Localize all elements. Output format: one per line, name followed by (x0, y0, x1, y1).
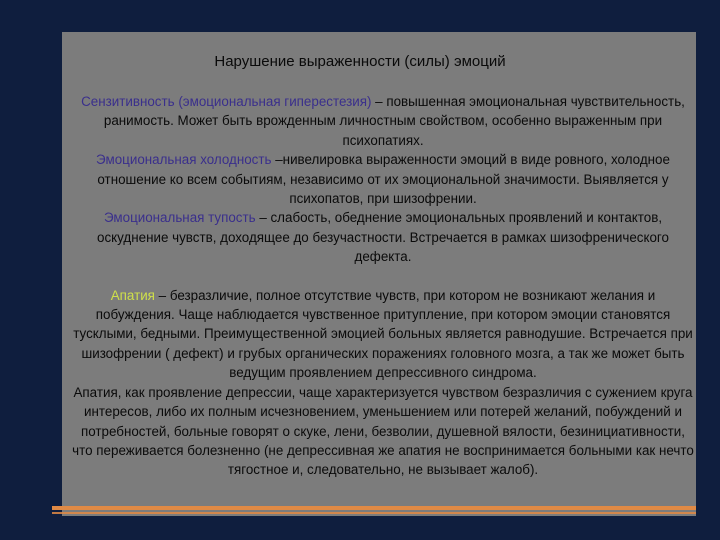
accent-line (52, 506, 696, 510)
left-frame-bar (0, 0, 62, 540)
term-dullness: Эмоциональная тупость (103, 210, 256, 226)
term-sensitivity: Сензитивность (эмоциональная гиперестезия) (81, 94, 372, 109)
top-frame-bar (0, 0, 720, 32)
definition-apathy: – безразличие, полное отсутствие чувств, при котором не возникают желания и побуждения. Чаще наблюдается чувственное притупление, при котором эмоции становятся тусклыми, бедными. Преимущественной эмоцией больных является равнодушие. Встречается при шизофрении ( дефект) и грубых органических поражениях головного мозга, а так же может быть ведущим проявлением депрессивного синдрома. (73, 287, 693, 381)
definition-sensitivity: – повышенная эмоциональная чувствительность, ранимость. Может быть врожденным личностным свойством, особенно выраженным при психопатиях. (103, 94, 685, 148)
accent-line-thin (52, 512, 696, 514)
right-frame-bar (696, 0, 720, 540)
paragraph-gap (70, 267, 696, 286)
slide-body (70, 92, 696, 480)
definition-dullness: – слабость, обеднение эмоциональных проявлений и контактов, оскуднение чувств, доходящее до безучастности. Встречается в рамках шизофренического дефекта. (97, 210, 669, 265)
term-apathy: Апатия (110, 287, 155, 303)
bottom-frame-bar (0, 516, 720, 540)
paragraph-sensitivity (70, 92, 696, 150)
paragraph-apathy (70, 286, 696, 383)
slide-title: Нарушение выраженности (силы) эмоций (214, 53, 506, 70)
term-coldness: Эмоциональная холодность (96, 152, 272, 168)
paragraph-coldness (70, 150, 696, 208)
paragraph-apathy-depression: Апатия, как проявление депрессии, чаще характеризуется чувством безразличия с сужением круга интересов, либо их полным исчезновением, уменьшением или потерей желаний, побуждений и потребностей, больные говорят о скуке, лени, безволии, душевной вялости, безинициативности, что переживается болезненно (не депрессивная же апатия не воспринимается больными как нечто тягостное и, следовательно, не вызывает жалоб). (72, 384, 694, 478)
paragraph-dullness (70, 208, 696, 266)
definition-coldness: –нивелировка выраженности эмоций в виде ровного, холодное отношение ко всем событиям, независимо от их эмоциональной значимости. Выявляется у психопатов, при шизофрении. (97, 152, 670, 207)
